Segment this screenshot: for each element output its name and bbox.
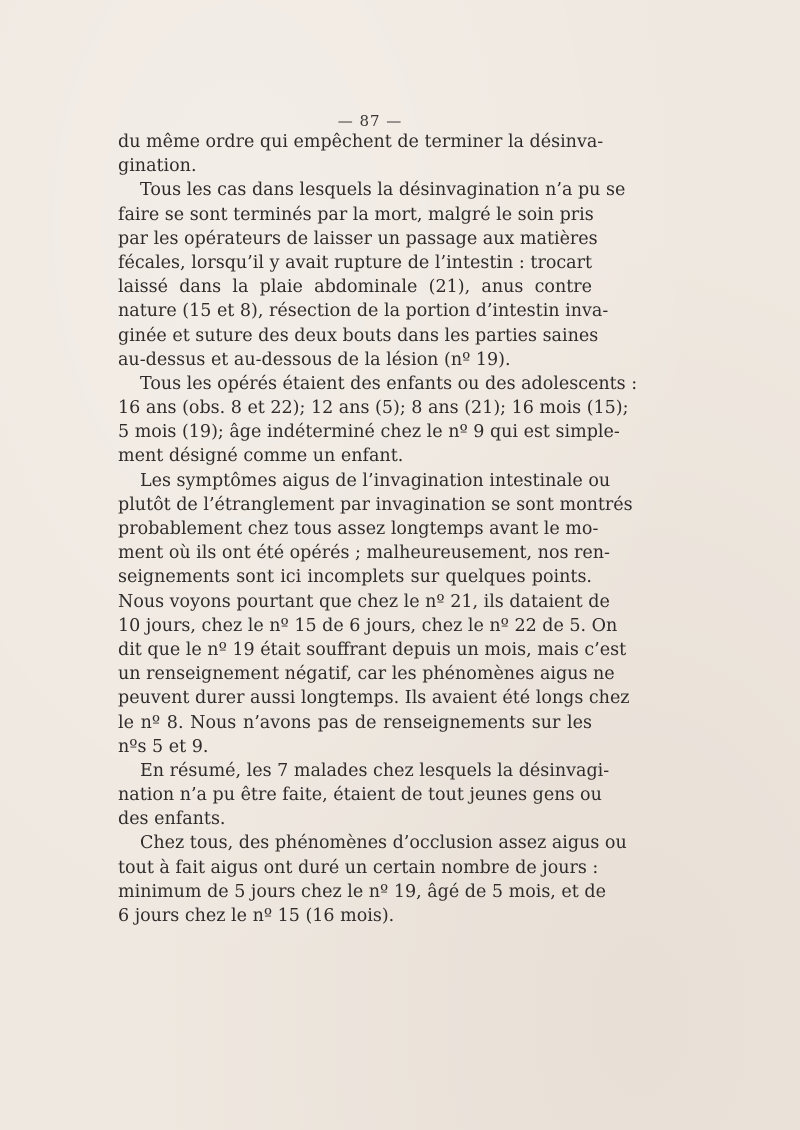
text-line: nation n’a pu être faite, étaient de tout jeunes gens ou [118,785,602,806]
text-line: Chez tous, des phénomènes d’occlusion assez aigus ou [140,833,627,854]
text-line: nºs 5 et 9. [118,736,209,757]
text-line: Les symptômes aigus de l’invagination intestinale ou [140,470,611,491]
text-line: ginée et suture des deux bouts dans les parties saines [118,325,599,346]
text-line: plutôt de l’étranglement par invagination se sont montrés [118,494,633,515]
text-line: 5 mois (19); âge indéterminé chez le nº 9 qui est simple- [118,422,620,443]
body-text [118,130,638,928]
text-line: seignements sont ici incomplets sur quelques points. [118,567,592,588]
text-line: nature (15 et 8), résection de la portion d’intestin inva- [118,301,609,322]
text-line: faire se sont terminés par la mort, malgré le soin pris [118,204,594,225]
text-line: Nous voyons pourtant que chez le nº 21, ils dataient de [118,591,610,612]
text-line: fécales, lorsqu’il y avait rupture de l’intestin : trocart [118,252,592,273]
text-line: le nº 8. Nous n’avons pas de renseignements sur les [118,712,592,733]
text-line: 6 jours chez le nº 15 (16 mois). [118,906,395,926]
text-line: En résumé, les 7 malades chez lesquels la désinvagi- [140,760,610,781]
text-line: Tous les opérés étaient des enfants ou des adolescents : [140,373,638,394]
text-line: peuvent durer aussi longtemps. Ils avaient été longs chez [118,688,630,709]
text-line: minimum de 5 jours chez le nº 19, âgé de 5 mois, et de [118,881,606,902]
text-line: 10 jours, chez le nº 15 de 6 jours, chez le nº 22 de 5. On [118,615,618,636]
text-line: par les opérateurs de laisser un passage aux matières [118,228,598,249]
text-line: dit que le nº 19 était souffrant depuis un mois, mais c’est [118,639,627,660]
text-line: tout à fait aigus ont duré un certain nombre de jours : [118,857,599,878]
text-line: du même ordre qui empêchent de terminer la désinva- [118,132,604,152]
text-line: ment où ils ont été opérés ; malheureusement, nos ren- [118,543,610,564]
text-line: laissé dans la plaie abdominale (21), anus contre [118,277,592,298]
text-line: des enfants. [118,809,226,830]
text-line: un renseignement négatif, car les phénomènes aigus ne [118,664,615,685]
text-line: Tous les cas dans lesquels la désinvagination n’a pu se [140,180,626,201]
text-line: 16 ans (obs. 8 et 22); 12 ans (5); 8 ans (21); 16 mois (15); [118,398,629,419]
text-line: ment désigné comme un enfant. [118,446,404,467]
page-number: — 87 — [337,112,403,130]
text-line: au-dessus et au-dessous de la lésion (nº 19). [118,349,511,370]
text-line: gination. [118,156,197,177]
text-line: probablement chez tous assez longtemps avant le mo- [118,519,599,539]
